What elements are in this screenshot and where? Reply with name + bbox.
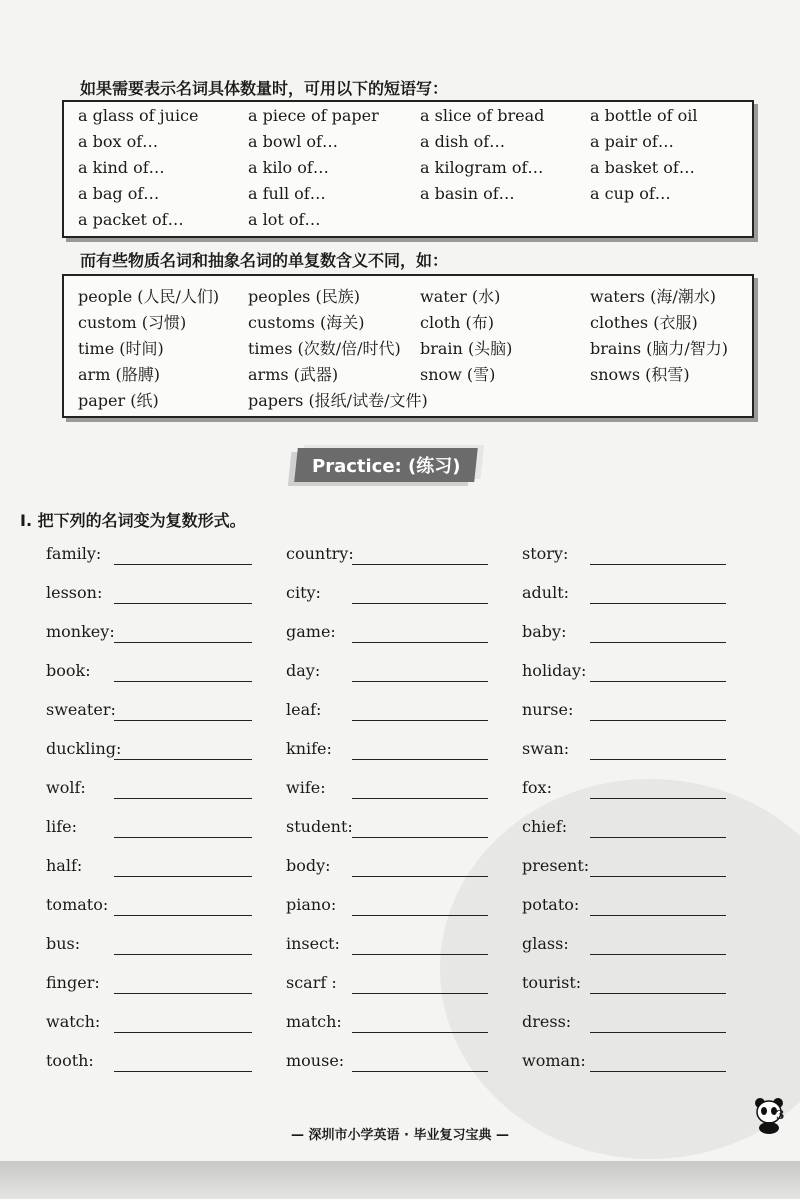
section2-heading: 而有些物质名词和抽象名词的单复数含义不同，如： [80, 251, 449, 270]
box-cell: a piece of paper [248, 106, 379, 125]
box-row [64, 106, 752, 132]
box-cell: papers (报纸/试卷/文件) [248, 391, 428, 410]
answer-blank[interactable] [590, 1071, 726, 1072]
box-row [64, 210, 752, 236]
answer-blank[interactable] [590, 837, 726, 838]
box-row [64, 284, 752, 310]
exercise-word: tooth: [46, 1051, 94, 1070]
exercise-word: match: [286, 1012, 342, 1031]
answer-blank[interactable] [590, 915, 726, 916]
exercise-word: country: [286, 544, 354, 563]
answer-blank[interactable] [114, 954, 252, 955]
exercise-word: lesson: [46, 583, 103, 602]
answer-blank[interactable] [114, 876, 252, 877]
box-cell: a bowl of… [248, 132, 338, 151]
answer-blank[interactable] [590, 720, 726, 721]
exercise-word: sweater: [46, 700, 116, 719]
exercise-word: wolf: [46, 778, 86, 797]
noun-meanings-box [62, 274, 754, 418]
exercise-word: present: [522, 856, 590, 875]
answer-blank[interactable] [114, 759, 252, 760]
exercise-row [0, 622, 800, 644]
exercise-row [0, 1012, 800, 1034]
exercise-row [0, 817, 800, 839]
box-row [64, 388, 752, 414]
exercise-word: tourist: [522, 973, 582, 992]
box-cell: snow (雪) [420, 365, 496, 384]
answer-blank[interactable] [590, 759, 726, 760]
exercise-word: tomato: [46, 895, 109, 914]
exercise-word: woman: [522, 1051, 586, 1070]
exercise-word: monkey: [46, 622, 115, 641]
box-cell: cloth (布) [420, 313, 495, 332]
exercise-row [0, 544, 800, 566]
exercise-word: watch: [46, 1012, 101, 1031]
answer-blank[interactable] [590, 564, 726, 565]
bottom-band [0, 1161, 800, 1199]
exercise-word: book: [46, 661, 91, 680]
answer-blank[interactable] [590, 876, 726, 877]
answer-blank[interactable] [114, 798, 252, 799]
exercise-word: duckling: [46, 739, 122, 758]
page-number: 3 [776, 1108, 785, 1122]
exercise-word: life: [46, 817, 78, 836]
exercise-row [0, 778, 800, 800]
box-cell: peoples (民族) [248, 287, 360, 306]
footer-title: — 深圳市小学英语 · 毕业复习宝典 — [290, 1128, 510, 1143]
exercise-word: insect: [286, 934, 340, 953]
answer-blank[interactable] [114, 603, 252, 604]
box-cell: a slice of bread [420, 106, 545, 125]
answer-blank[interactable] [590, 603, 726, 604]
box-cell: arms (武器) [248, 365, 339, 384]
box-row [64, 132, 752, 158]
box-cell: arm (胳膊) [78, 365, 160, 384]
box-row [64, 362, 752, 388]
answer-blank[interactable] [114, 993, 252, 994]
answer-blank[interactable] [114, 564, 252, 565]
answer-blank[interactable] [352, 759, 488, 760]
exercise-row [0, 1051, 800, 1073]
box-cell: a basin of… [420, 184, 515, 203]
box-cell: a pair of… [590, 132, 674, 151]
exercise-word: mouse: [286, 1051, 345, 1070]
exercise-word: swan: [522, 739, 570, 758]
box-cell: time (时间) [78, 339, 164, 358]
exercise-word: bus: [46, 934, 81, 953]
exercise-word: nurse: [522, 700, 574, 719]
answer-blank[interactable] [352, 1032, 488, 1033]
exercise-word: day: [286, 661, 321, 680]
exercise-word: potato: [522, 895, 580, 914]
exercise-word: story: [522, 544, 569, 563]
answer-blank[interactable] [590, 642, 726, 643]
answer-blank[interactable] [590, 1032, 726, 1033]
exercise-word: finger: [46, 973, 100, 992]
answer-blank[interactable] [352, 642, 488, 643]
answer-blank[interactable] [590, 798, 726, 799]
exercise-word: half: [46, 856, 83, 875]
box-cell: a basket of… [590, 158, 695, 177]
exercise-word: scarf : [286, 973, 337, 992]
exercise-word: holiday: [522, 661, 587, 680]
answer-blank[interactable] [352, 720, 488, 721]
exercise-word: city: [286, 583, 321, 602]
box-cell: a kilo of… [248, 158, 329, 177]
quantity-phrases-box [62, 100, 754, 238]
box-cell: snows (积雪) [590, 365, 690, 384]
answer-blank[interactable] [590, 954, 726, 955]
answer-blank[interactable] [114, 1071, 252, 1072]
exercise-row [0, 973, 800, 995]
box-cell: a lot of… [248, 210, 321, 229]
exercise-word: glass: [522, 934, 569, 953]
box-cell: clothes (衣服) [590, 313, 698, 332]
answer-blank[interactable] [352, 876, 488, 877]
exercise-row [0, 739, 800, 761]
box-cell: brains (脑力/智力) [590, 339, 729, 358]
exercise-word: piano: [286, 895, 337, 914]
box-cell: a bottle of oil [590, 106, 698, 125]
exercise-row [0, 661, 800, 683]
answer-blank[interactable] [352, 681, 488, 682]
box-cell: a packet of… [78, 210, 184, 229]
box-cell: times (次数/倍/时代) [248, 339, 401, 358]
answer-blank[interactable] [114, 1032, 252, 1033]
exercise-word: baby: [522, 622, 567, 641]
answer-blank[interactable] [590, 681, 726, 682]
exercise-word: dress: [522, 1012, 572, 1031]
box-cell: a glass of juice [78, 106, 199, 125]
box-cell: a dish of… [420, 132, 506, 151]
exercise-word: body: [286, 856, 331, 875]
answer-blank[interactable] [114, 837, 252, 838]
box-cell: a kilogram of… [420, 158, 544, 177]
answer-blank[interactable] [352, 993, 488, 994]
exercise-word: leaf: [286, 700, 322, 719]
box-cell: a box of… [78, 132, 159, 151]
answer-blank[interactable] [352, 954, 488, 955]
box-cell: a cup of… [590, 184, 671, 203]
answer-blank[interactable] [114, 681, 252, 682]
box-cell: a kind of… [78, 158, 165, 177]
answer-blank[interactable] [590, 993, 726, 994]
exercise-word: chief: [522, 817, 568, 836]
answer-blank[interactable] [352, 564, 488, 565]
box-row [64, 336, 752, 362]
box-cell: customs (海关) [248, 313, 365, 332]
box-cell: waters (海/潮水) [590, 287, 716, 306]
answer-blank[interactable] [352, 1071, 488, 1072]
box-cell: people (人民/人们) [78, 287, 220, 306]
exercise-word: adult: [522, 583, 570, 602]
box-cell: paper (纸) [78, 391, 159, 410]
answer-blank[interactable] [114, 642, 252, 643]
section1-heading: 如果需要表示名词具体数量时，可用以下的短语写： [80, 79, 449, 98]
exercise-row [0, 583, 800, 605]
exercise-row [0, 895, 800, 917]
exercise-row [0, 934, 800, 956]
answer-blank[interactable] [114, 915, 252, 916]
box-cell: custom (习惯) [78, 313, 187, 332]
exercise-word: family: [46, 544, 102, 563]
exercise-word: knife: [286, 739, 332, 758]
answer-blank[interactable] [352, 837, 488, 838]
exercise-heading: Ⅰ. 把下列的名词变为复数形式。 [20, 511, 246, 530]
box-row [64, 158, 752, 184]
box-cell: water (水) [420, 287, 501, 306]
answer-blank[interactable] [352, 915, 488, 916]
exercise-word: game: [286, 622, 336, 641]
exercise-row [0, 700, 800, 722]
answer-blank[interactable] [352, 603, 488, 604]
exercise-word: fox: [522, 778, 552, 797]
answer-blank[interactable] [114, 720, 252, 721]
answer-blank[interactable] [352, 798, 488, 799]
exercise-row [0, 856, 800, 878]
box-cell: brain (头脑) [420, 339, 513, 358]
exercise-word: student: [286, 817, 353, 836]
box-row [64, 184, 752, 210]
box-cell: a full of… [248, 184, 326, 203]
practice-banner: Practice: (练习) [294, 448, 478, 482]
exercise-word: wife: [286, 778, 326, 797]
box-row [64, 310, 752, 336]
box-cell: a bag of… [78, 184, 160, 203]
